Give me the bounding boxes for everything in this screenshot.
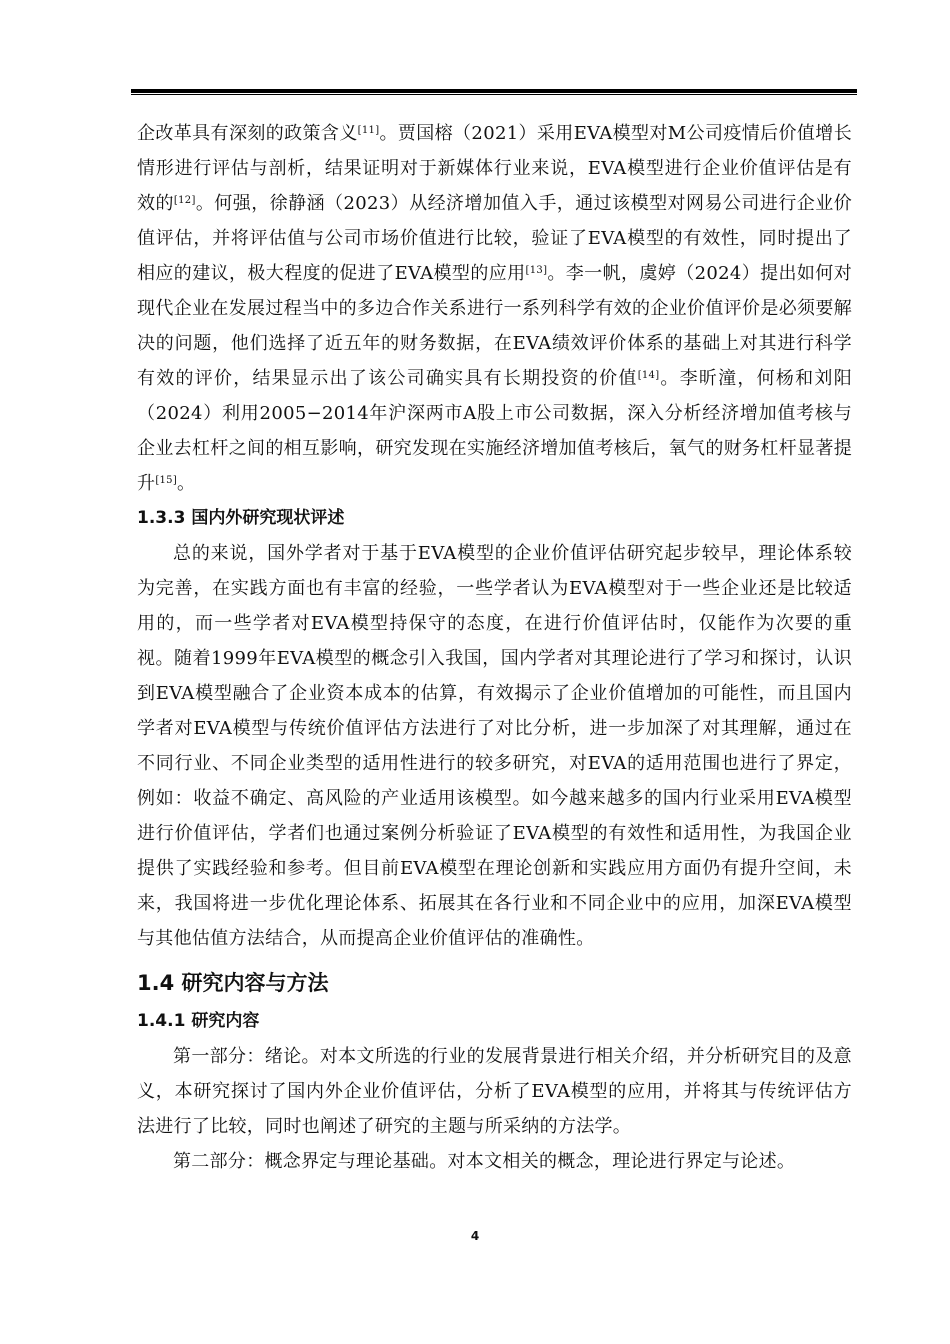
literature-review-paragraph [137,116,852,501]
text-run: 。李一帆，虞婷（2024）提出如何对现代企业在发展过程当中的多边合作关系进行一系列科学有效的企业价值评价是必须要解决的问题，他们选择了近五年的财务数据，在EVA绩效评价体系的基础上对其进行科学有效的评价，结果显示出了该公司确实具有长期投资的价值 [137,263,853,389]
page-number: 4 [470,1229,480,1243]
section-heading-1-4-1: 1.4.1 研究内容 [137,1011,260,1031]
citation-marker: [15] [155,475,178,486]
section-heading-1-4: 1.4 研究内容与方法 [137,971,329,995]
part-one-paragraph: 第一部分：绪论。对本文所选的行业的发展背景进行相关介绍，并分析研究目的及意义，本研究探讨了国内外企业价值评估，分析了EVA模型的应用，并将其与传统评估方法进行了比较，同时也阐述了研究的主题与所采纳的方法学。 [137,1046,852,1137]
citation-marker: [13] [525,265,548,276]
header-rule-thick [131,89,857,93]
text-run: 企改革具有深刻的政策含义 [137,123,358,144]
header-rule [131,89,857,96]
citation-marker: [12] [173,195,196,206]
summary-paragraph: 总的来说，国外学者对于基于EVA模型的企业价值评估研究起步较早，理论体系较为完善，在实践方面也有丰富的经验，一些学者认为EVA模型对于一些企业还是比较适用的，而一些学者对EVA模型持保守的态度，在进行价值评估时，仅能作为次要的重视。随着1999年EVA模型的概念引入我国，国内学者对其理论进行了学习和探讨，认识到EVA模型融合了企业资本成本的估算，有效揭示了企业价值增加的可能性，而且国内学者对EVA模型与传统价值评估方法进行了对比分析，进一步加深了对其理解，通过在不同行业、不同企业类型的适用性进行的较多研究，对EVA的适用范围也进行了界定，例如：收益不确定、高风险的产业适用该模型。如今越来越多的国内行业采用EVA模型进行价值评估，学者们也通过案例分析验证了EVA模型的有效性和适用性，为我国企业提供了实践经验和参考。但目前EVA模型在理论创新和实践应用方面仍有提升空间，未来，我国将进一步优化理论体系、拓展其在各行业和不同企业中的应用，加深EVA模型与其他估值方法结合，从而提高企业价值评估的准确性。 [137,543,852,949]
citation-marker: [14] [637,370,660,381]
citation-marker: [11] [357,125,380,136]
text-run: 。何强，徐静涵（2023）从经济增加值入手，通过该模型对网易公司进行企业价值评估，并将评估值与公司市场价值进行比较，验证了EVA模型的有效性，同时提出了相应的建议，极大程度的促进了EVA模型的应用 [137,193,852,284]
part-two-paragraph: 第二部分：概念界定与理论基础。对本文相关的概念，理论进行界定与论述。 [173,1151,796,1172]
section-heading-1-3-3: 1.3.3 国内外研究现状评述 [137,508,345,528]
page-body [137,116,852,1179]
text-run: 。 [177,473,196,494]
text-run: 。李昕潼，何杨和刘阳（2024）利用2005−2014年沪深两市A股上市公司数据，深入分析经济增加值考核与企业去杠杆之间的相互影响，研究发现在实施经济增加值考核后，氧气的财务杠杆显著提升 [137,368,852,494]
text-run: 。贾国榕（2021）采用EVA模型对M公司疫情后价值增长情形进行评估与剖析，结果证明对于新媒体行业来说，EVA模型进行企业价值评估是有效的 [137,123,852,214]
header-rule-thin [131,94,857,95]
